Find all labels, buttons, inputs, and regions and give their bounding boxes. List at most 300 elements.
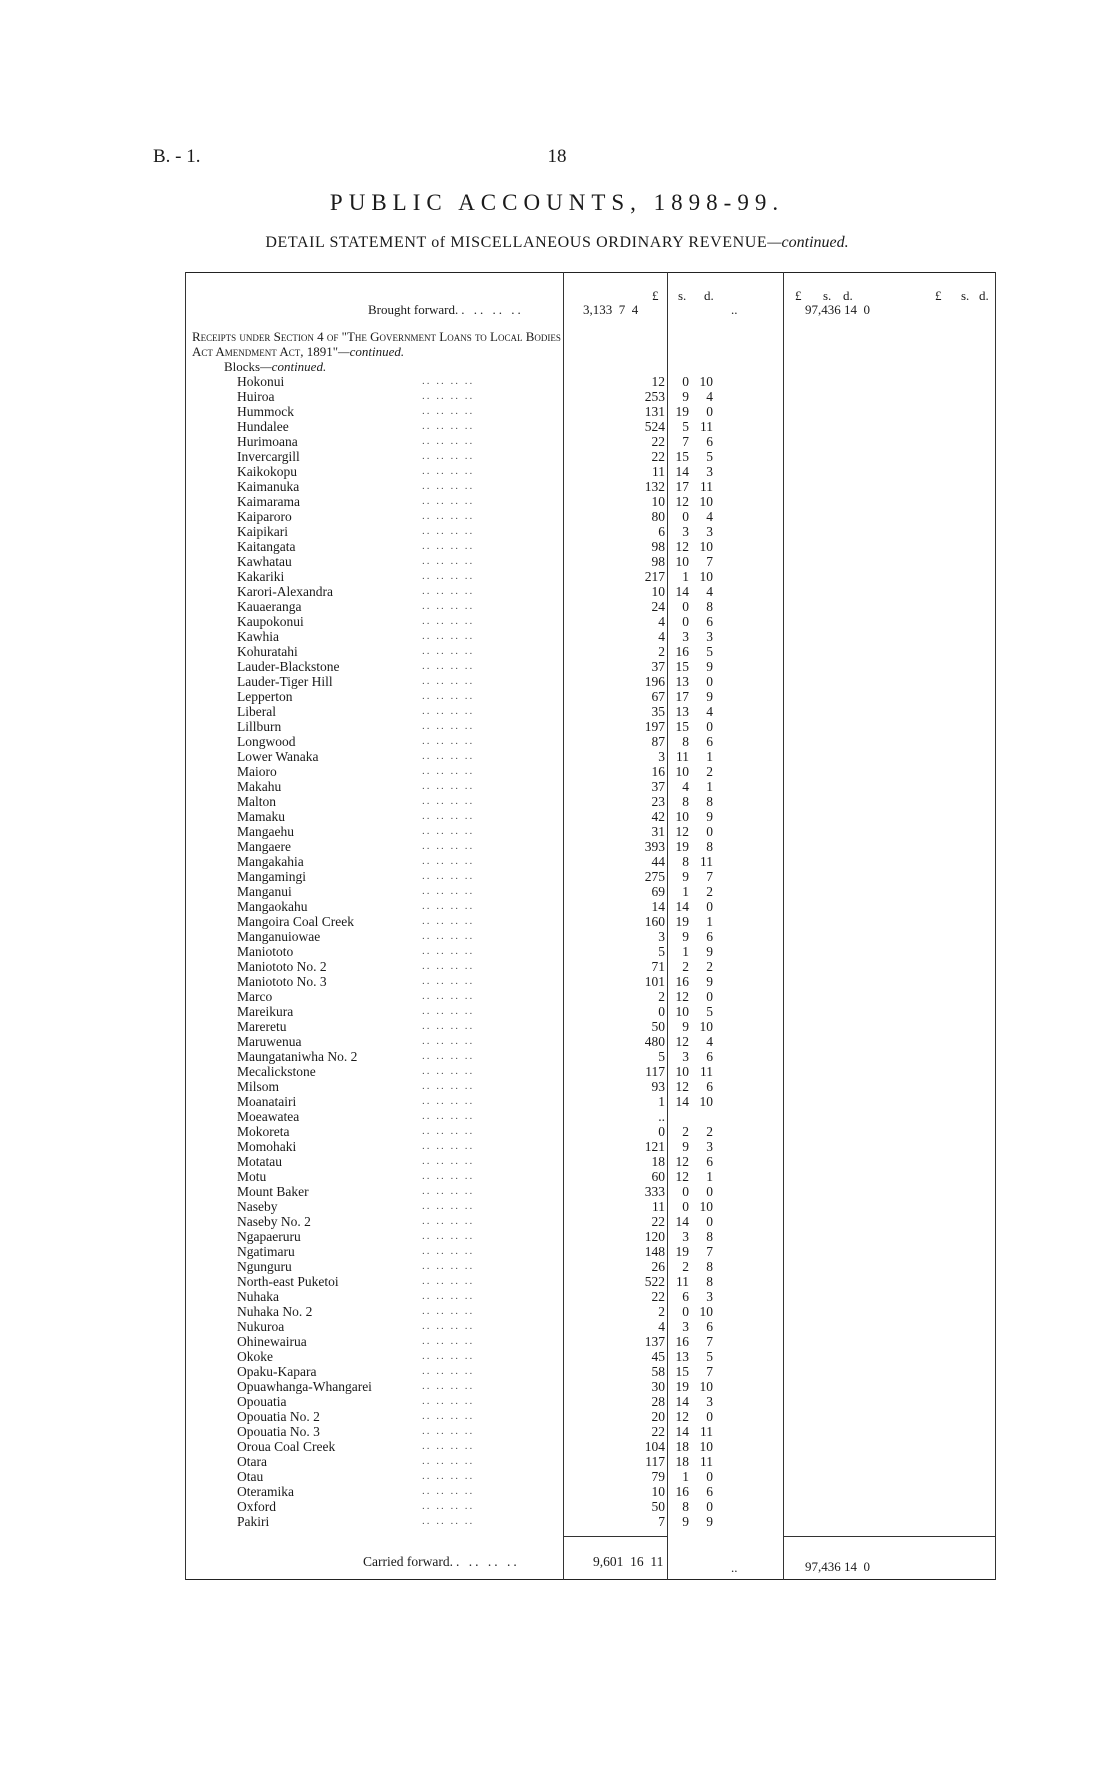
row-name: Maniototo xyxy=(237,944,294,959)
table-row xyxy=(185,1109,996,1124)
value-pound: 197 xyxy=(644,719,665,734)
value-pound: 71 xyxy=(651,959,665,974)
value-pence: 0 xyxy=(706,989,713,1004)
value-shillings: 19 xyxy=(675,404,689,419)
row-name: Kaiparoro xyxy=(237,509,292,524)
table-row xyxy=(185,1199,996,1214)
table-row xyxy=(185,479,996,494)
section-heading-text xyxy=(192,329,567,359)
leader-dots: .. .. .. .. xyxy=(449,1554,520,1569)
leader-dots: .. .. .. .. xyxy=(422,675,475,687)
row-name: Ngunguru xyxy=(237,1259,292,1274)
table-row xyxy=(185,1334,996,1349)
value-pound: 10 xyxy=(651,1484,665,1499)
row-name: Longwood xyxy=(237,734,296,749)
leader-dots: .. .. .. .. xyxy=(422,585,475,597)
value-pence: 10 xyxy=(699,1379,713,1394)
value-pence: 10 xyxy=(699,374,713,389)
leader-dots: .. .. .. .. xyxy=(422,780,475,792)
value-pound: 0 xyxy=(658,1124,665,1139)
leader-dots: .. .. .. .. xyxy=(455,302,524,317)
table-row xyxy=(185,779,996,794)
revenue-table xyxy=(185,272,996,1580)
value-pound: 217 xyxy=(644,569,665,584)
leader-dots: .. .. .. .. xyxy=(422,1380,475,1392)
table-row xyxy=(185,659,996,674)
table-row xyxy=(185,1289,996,1304)
value-shillings: 5 xyxy=(682,419,689,434)
value-pound: 58 xyxy=(651,1364,665,1379)
value-shillings: 14 xyxy=(844,1559,857,1574)
value-pound: 2 xyxy=(658,989,665,1004)
value-shillings: 16 xyxy=(675,1484,689,1499)
table-row xyxy=(185,824,996,839)
row-name: Liberal xyxy=(237,704,276,719)
row-name: Mangoira Coal Creek xyxy=(237,914,354,929)
value-shillings: 14 xyxy=(675,1394,689,1409)
value-pound: 37 xyxy=(651,779,665,794)
value-pence: 7 xyxy=(706,869,713,884)
leader-dots: .. .. .. .. xyxy=(422,975,475,987)
row-name: Manganuiowae xyxy=(237,929,321,944)
total-rule xyxy=(563,1536,667,1537)
row-name: Ngapaeruru xyxy=(237,1229,301,1244)
value-pence: 0 xyxy=(706,674,713,689)
value-pence: 8 xyxy=(706,1274,713,1289)
value-pound: 14 xyxy=(651,899,665,914)
value-shillings: 14 xyxy=(675,584,689,599)
value-pence: 6 xyxy=(706,1154,713,1169)
table-row xyxy=(185,1079,996,1094)
leader-dots: .. .. .. .. xyxy=(422,735,475,747)
value-shillings: 12 xyxy=(675,989,689,1004)
leader-dots: .. .. .. .. xyxy=(422,525,475,537)
value-shillings: 16 xyxy=(630,1554,644,1569)
leader-dots: .. .. .. .. xyxy=(422,630,475,642)
leader-dots: .. .. .. .. xyxy=(422,435,475,447)
table-row xyxy=(185,1049,996,1064)
row-name: Opouatia xyxy=(237,1394,287,1409)
value-pound: 97,436 xyxy=(805,1559,841,1574)
table-row xyxy=(185,944,996,959)
value-pence: 0 xyxy=(863,302,870,317)
value-pence: 9 xyxy=(706,944,713,959)
leader-dots: .. .. .. .. xyxy=(422,495,475,507)
table-row xyxy=(185,1244,996,1259)
table-row xyxy=(185,704,996,719)
leader-dots: .. .. .. .. xyxy=(422,1455,475,1467)
table-row xyxy=(185,374,996,389)
value-pence: 11 xyxy=(700,1064,713,1079)
value-shillings: 0 xyxy=(682,599,689,614)
value-pound: 3 xyxy=(658,749,665,764)
table-row xyxy=(185,1349,996,1364)
row-name: Kaikokopu xyxy=(237,464,297,479)
table-row xyxy=(185,1229,996,1244)
value-shillings: 10 xyxy=(675,809,689,824)
leader-dots: .. .. .. .. xyxy=(422,1425,475,1437)
row-name: Milsom xyxy=(237,1079,280,1094)
leader-dots: .. .. .. .. xyxy=(422,990,475,1002)
value-pence: 6 xyxy=(706,614,713,629)
row-name: Nuhaka xyxy=(237,1289,279,1304)
leader-dots: .. .. .. .. xyxy=(422,1275,475,1287)
value-pence: 8 xyxy=(706,1229,713,1244)
value-pound: 104 xyxy=(644,1439,665,1454)
value-pence: 9 xyxy=(706,659,713,674)
table-row xyxy=(185,509,996,524)
value-pence: 10 xyxy=(699,569,713,584)
leader-dots: .. .. .. .. xyxy=(422,1155,475,1167)
header-shillings: s. xyxy=(678,288,687,303)
table-row xyxy=(185,674,996,689)
value-shillings: 10 xyxy=(675,1064,689,1079)
value-pound: 160 xyxy=(644,914,665,929)
value-pence: 11 xyxy=(700,419,713,434)
value-pence: 5 xyxy=(706,1349,713,1364)
row-name: Mareretu xyxy=(237,1019,287,1034)
value-pence: 6 xyxy=(706,1079,713,1094)
value-pence: 0 xyxy=(706,1499,713,1514)
value-pound: 80 xyxy=(651,509,665,524)
value-pound: 98 xyxy=(651,539,665,554)
value-shillings: 9 xyxy=(682,929,689,944)
value-pence: 0 xyxy=(863,1559,870,1574)
row-name: Otau xyxy=(237,1469,264,1484)
table-row xyxy=(185,1259,996,1274)
table-bottom-rule xyxy=(185,1579,996,1580)
value-pence: 6 xyxy=(706,734,713,749)
table-row xyxy=(185,1304,996,1319)
header-shillings: s. xyxy=(823,288,832,303)
block-rows xyxy=(185,374,996,1529)
value-pence: 9 xyxy=(706,1514,713,1529)
row-name: Oroua Coal Creek xyxy=(237,1439,336,1454)
carried-forward-col3 xyxy=(805,1559,870,1575)
value-pound: 120 xyxy=(644,1229,665,1244)
value-pence: 5 xyxy=(706,644,713,659)
row-name: Kaupokonui xyxy=(237,614,304,629)
value-pence: 10 xyxy=(699,1304,713,1319)
table-row xyxy=(185,839,996,854)
leader-dots: .. .. .. .. xyxy=(422,855,475,867)
leader-dots: .. .. .. .. xyxy=(422,1365,475,1377)
value-pound: 333 xyxy=(644,1184,665,1199)
row-name: Opouatia No. 3 xyxy=(237,1424,320,1439)
row-name: Moeawatea xyxy=(237,1109,300,1124)
value-pence: 10 xyxy=(699,1094,713,1109)
row-name: Lauder-Blackstone xyxy=(237,659,340,674)
leader-dots: .. .. .. .. xyxy=(422,600,475,612)
table-row xyxy=(185,584,996,599)
value-shillings: 13 xyxy=(675,1349,689,1364)
leader-dots: .. .. .. .. xyxy=(422,1050,475,1062)
brought-forward-col3 xyxy=(805,302,870,318)
row-name: Mecalickstone xyxy=(237,1064,316,1079)
value-pence: 2 xyxy=(706,959,713,974)
row-name: Malton xyxy=(237,794,276,809)
row-name: Motatau xyxy=(237,1154,282,1169)
header-pound: £ xyxy=(935,288,942,303)
table-row xyxy=(185,1169,996,1184)
table-row xyxy=(185,644,996,659)
value-shillings: 13 xyxy=(675,704,689,719)
leader-dots: .. .. .. .. xyxy=(422,465,475,477)
row-name: Okoke xyxy=(237,1349,273,1364)
value-pound: 44 xyxy=(651,854,665,869)
value-pence: 6 xyxy=(706,1049,713,1064)
row-name: Huiroa xyxy=(237,389,275,404)
leader-dots: .. .. .. .. xyxy=(422,1500,475,1512)
value-pence: 2 xyxy=(706,764,713,779)
leader-dots: .. .. .. .. xyxy=(422,645,475,657)
table-row xyxy=(185,449,996,464)
value-pound: 117 xyxy=(645,1064,665,1079)
table-row xyxy=(185,1139,996,1154)
table-row xyxy=(185,1484,996,1499)
value-shillings: 0 xyxy=(682,374,689,389)
row-name: Kaitangata xyxy=(237,539,296,554)
leader-dots: .. .. .. .. xyxy=(422,1170,475,1182)
value-pound: 11 xyxy=(652,464,665,479)
value-pence: 9 xyxy=(706,974,713,989)
table-row xyxy=(185,1379,996,1394)
value-shillings: 3 xyxy=(682,1049,689,1064)
value-pence: 4 xyxy=(706,389,713,404)
table-row xyxy=(185,1469,996,1484)
value-pound: 97,436 xyxy=(805,302,841,317)
row-name: Nukuroa xyxy=(237,1319,285,1334)
table-row xyxy=(185,1514,996,1529)
table-row xyxy=(185,989,996,1004)
value-pound: .. xyxy=(658,1109,665,1124)
value-pound: 7 xyxy=(658,1514,665,1529)
value-pence: 4 xyxy=(631,302,639,317)
value-shillings: 11 xyxy=(676,1274,689,1289)
value-pence: 4 xyxy=(706,584,713,599)
leader-dots: .. .. .. .. xyxy=(422,480,475,492)
row-name: Nuhaka No. 2 xyxy=(237,1304,313,1319)
value-pence: 1 xyxy=(706,779,713,794)
leader-dots: .. .. .. .. xyxy=(422,900,475,912)
leader-dots: .. .. .. .. xyxy=(422,1470,475,1482)
table-row xyxy=(185,809,996,824)
carried-forward-col1 xyxy=(593,1554,663,1570)
value-shillings: 19 xyxy=(675,914,689,929)
row-name: Naseby No. 2 xyxy=(237,1214,311,1229)
value-pound: 117 xyxy=(645,1454,665,1469)
leader-dots: .. .. .. .. xyxy=(422,960,475,972)
value-pence: 11 xyxy=(700,479,713,494)
leader-dots: .. .. .. .. xyxy=(422,825,475,837)
row-name: Hummock xyxy=(237,404,294,419)
value-pence: 1 xyxy=(706,749,713,764)
value-pence: 3 xyxy=(706,1394,713,1409)
value-pence: 7 xyxy=(706,1334,713,1349)
row-name: Mangamingi xyxy=(237,869,306,884)
value-shillings: 0 xyxy=(682,1304,689,1319)
value-pound: 18 xyxy=(651,1154,665,1169)
value-pence: 8 xyxy=(706,839,713,854)
leader-dots: .. .. .. .. xyxy=(422,405,475,417)
value-pound: 148 xyxy=(644,1244,665,1259)
value-shillings: 3 xyxy=(682,1319,689,1334)
leader-dots: .. .. .. .. xyxy=(422,690,475,702)
table-row xyxy=(185,1364,996,1379)
section-heading-title: Receipts under Section 4 of "The Government Loans to Local Bodies Act Amendment Act, 1891" xyxy=(192,329,561,359)
table-row xyxy=(185,854,996,869)
value-shillings: 14 xyxy=(675,1214,689,1229)
row-name: Kaipikari xyxy=(237,524,288,539)
table-row xyxy=(185,389,996,404)
leader-dots: .. .. .. .. xyxy=(422,1065,475,1077)
value-shillings: 12 xyxy=(675,1409,689,1424)
row-name: Kakariki xyxy=(237,569,285,584)
leader-dots: .. .. .. .. xyxy=(422,1095,475,1107)
value-shillings: 1 xyxy=(682,1469,689,1484)
table-row xyxy=(185,794,996,809)
value-pound: 22 xyxy=(651,449,665,464)
value-shillings: 15 xyxy=(675,719,689,734)
value-shillings: 1 xyxy=(682,884,689,899)
value-pound: 60 xyxy=(651,1169,665,1184)
value-shillings: 1 xyxy=(682,569,689,584)
value-pence: 11 xyxy=(700,1454,713,1469)
value-shillings: 10 xyxy=(675,764,689,779)
leader-dots: .. .. .. .. xyxy=(422,510,475,522)
value-shillings: 19 xyxy=(675,1244,689,1259)
row-name: Lower Wanaka xyxy=(237,749,319,764)
leader-dots: .. .. .. .. xyxy=(422,705,475,717)
value-pound: 22 xyxy=(651,1424,665,1439)
value-shillings: 9 xyxy=(682,869,689,884)
value-shillings: 0 xyxy=(682,1199,689,1214)
table-row xyxy=(185,869,996,884)
section-heading-continued: —continued. xyxy=(338,344,405,359)
row-name: Mangaehu xyxy=(237,824,294,839)
value-pence: 6 xyxy=(706,1484,713,1499)
leader-dots: .. .. .. .. xyxy=(422,810,475,822)
value-pence: 9 xyxy=(706,689,713,704)
section-subheading xyxy=(192,359,812,374)
table-row xyxy=(185,749,996,764)
table-row xyxy=(185,1184,996,1199)
value-pence: 4 xyxy=(706,509,713,524)
value-pound: 524 xyxy=(644,419,665,434)
value-pound: 23 xyxy=(651,794,665,809)
row-name: Maruwenua xyxy=(237,1034,302,1049)
value-pence: 2 xyxy=(706,1124,713,1139)
value-pence: 0 xyxy=(706,1184,713,1199)
value-shillings: 12 xyxy=(675,1154,689,1169)
leader-dots: .. .. .. .. xyxy=(422,795,475,807)
leader-dots: .. .. .. .. xyxy=(422,1410,475,1422)
value-pound: 5 xyxy=(658,944,665,959)
value-pound: 16 xyxy=(651,764,665,779)
value-pound: 522 xyxy=(644,1274,665,1289)
row-name: North-east Puketoi xyxy=(237,1274,339,1289)
value-pence: 0 xyxy=(706,1409,713,1424)
leader-dots: .. .. .. .. xyxy=(422,765,475,777)
leader-dots: .. .. .. .. xyxy=(422,1335,475,1347)
table-row xyxy=(185,524,996,539)
report-reference: B. - 1. xyxy=(153,146,201,167)
value-pound: 42 xyxy=(651,809,665,824)
leader-dots: .. .. .. .. xyxy=(422,540,475,552)
table-row xyxy=(185,1409,996,1424)
row-name: Maniototo No. 2 xyxy=(237,959,327,974)
leader-dots: .. .. .. .. xyxy=(422,840,475,852)
table-row xyxy=(185,689,996,704)
value-pound: 2 xyxy=(658,644,665,659)
value-pence: 2 xyxy=(706,884,713,899)
table-row xyxy=(185,569,996,584)
value-pence: 0 xyxy=(706,824,713,839)
leader-dots: .. .. .. .. xyxy=(422,930,475,942)
leader-dots: .. .. .. .. xyxy=(422,1320,475,1332)
table-row xyxy=(185,599,996,614)
row-name: Mamaku xyxy=(237,809,285,824)
leader-dots: .. .. .. .. xyxy=(422,915,475,927)
value-pound: 10 xyxy=(651,494,665,509)
value-pound: 275 xyxy=(644,869,665,884)
value-shillings: 8 xyxy=(682,1499,689,1514)
table-row xyxy=(185,1034,996,1049)
value-shillings: 2 xyxy=(682,1259,689,1274)
subheading-continued: —continued. xyxy=(260,359,327,374)
table-row xyxy=(185,1394,996,1409)
row-name: Maioro xyxy=(237,764,277,779)
leader-dots: .. .. .. .. xyxy=(422,390,475,402)
value-shillings: 14 xyxy=(675,1094,689,1109)
row-name: Mangaokahu xyxy=(237,899,308,914)
subtitle-continued: —continued. xyxy=(767,234,849,251)
leader-dots: .. .. .. .. xyxy=(422,1005,475,1017)
value-shillings: 12 xyxy=(675,824,689,839)
value-pound: 45 xyxy=(651,1349,665,1364)
leader-dots: .. .. .. .. xyxy=(422,375,475,387)
value-shillings: 2 xyxy=(682,959,689,974)
leader-dots: .. .. .. .. xyxy=(422,450,475,462)
table-row xyxy=(185,419,996,434)
value-pound: 5 xyxy=(658,1049,665,1064)
value-pound: 6 xyxy=(658,524,665,539)
value-pence: 3 xyxy=(706,524,713,539)
carried-forward-col2: .. xyxy=(731,1560,738,1575)
row-name: Hokonui xyxy=(237,374,285,389)
value-shillings: 0 xyxy=(682,614,689,629)
value-pence: 10 xyxy=(699,539,713,554)
value-pound: 28 xyxy=(651,1394,665,1409)
value-pence: 3 xyxy=(706,1139,713,1154)
value-pence: 11 xyxy=(700,854,713,869)
value-shillings: 16 xyxy=(675,1334,689,1349)
value-pound: 50 xyxy=(651,1499,665,1514)
value-shillings: 14 xyxy=(675,1424,689,1439)
value-pence: 7 xyxy=(706,1364,713,1379)
table-top-rule xyxy=(185,272,996,273)
row-name: Ngatimaru xyxy=(237,1244,295,1259)
value-pound: 22 xyxy=(651,1289,665,1304)
value-shillings: 17 xyxy=(675,689,689,704)
leader-dots: .. .. .. .. xyxy=(422,570,475,582)
leader-dots: .. .. .. .. xyxy=(422,1125,475,1137)
subtitle-main: DETAIL STATEMENT of MISCELLANEOUS ORDINARY REVENUE xyxy=(265,234,768,251)
table-row xyxy=(185,539,996,554)
leader-dots: .. .. .. .. xyxy=(422,615,475,627)
table-row xyxy=(185,1019,996,1034)
row-name: Kohuratahi xyxy=(237,644,298,659)
